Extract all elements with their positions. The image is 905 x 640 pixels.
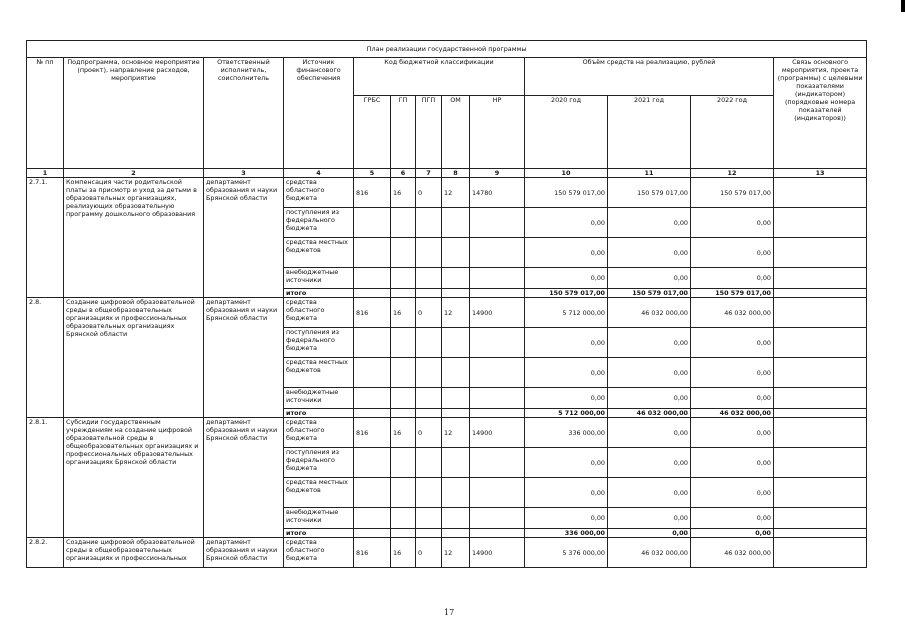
budget-code-pgp: 0 (416, 178, 442, 208)
budget-code-om: 12 (442, 418, 470, 448)
empty-cell (391, 388, 416, 409)
header-gp: ГП (391, 96, 416, 169)
amount-cell: 0,00 (691, 268, 774, 289)
activity-number: 2.8.2. (27, 538, 64, 568)
amount-cell: 46 032 000,00 (691, 538, 774, 568)
amount-cell: 0,00 (525, 328, 608, 358)
table-row (27, 538, 867, 568)
empty-cell (354, 529, 391, 538)
total-amount-cell: 150 579 017,00 (608, 289, 691, 298)
budget-code-pgp: 0 (416, 418, 442, 448)
total-amount-cell: 5 712 000,00 (525, 409, 608, 418)
funding-source: средства местных бюджетов (284, 358, 354, 388)
column-number: 10 (525, 169, 608, 178)
amount-cell: 0,00 (691, 448, 774, 478)
empty-cell (354, 328, 391, 358)
header-amount: Объём средств на реализацию, рублей (525, 58, 774, 96)
empty-cell (442, 358, 470, 388)
amount-cell: 0,00 (525, 448, 608, 478)
amount-cell: 336 000,00 (525, 418, 608, 448)
indicator-cell (774, 529, 867, 538)
funding-source: внебюджетные источники (284, 268, 354, 289)
activity-executor: департамент образования и науки Брянской области (204, 178, 284, 298)
column-number: 4 (284, 169, 354, 178)
amount-cell: 46 032 000,00 (608, 538, 691, 568)
empty-cell (416, 388, 442, 409)
amount-cell: 0,00 (608, 328, 691, 358)
header-pgp: ПГП (416, 96, 442, 169)
amount-cell: 0,00 (691, 508, 774, 529)
funding-source: средства местных бюджетов (284, 238, 354, 268)
amount-cell: 0,00 (691, 418, 774, 448)
budget-code-grbs: 816 (354, 298, 391, 328)
header-year-2021: 2021 год (608, 96, 691, 169)
header-indicator-link: Связь основного мероприятия, проекта (программы) с целевыми показателями (индикатором) (порядковые номера показателей (индикаторов)) (774, 58, 867, 169)
header-np: НР (470, 96, 525, 169)
column-number: 8 (442, 169, 470, 178)
budget-code-gp: 16 (391, 178, 416, 208)
amount-cell: 0,00 (608, 448, 691, 478)
amount-cell: 0,00 (525, 478, 608, 508)
budget-code-pgp: 0 (416, 298, 442, 328)
indicator-cell (774, 208, 867, 238)
amount-cell: 46 032 000,00 (608, 298, 691, 328)
funding-source: внебюджетные источники (284, 508, 354, 529)
amount-cell: 0,00 (608, 478, 691, 508)
total-amount-cell: 0,00 (608, 529, 691, 538)
amount-cell: 0,00 (691, 208, 774, 238)
empty-cell (416, 208, 442, 238)
header-year-2020: 2020 год (525, 96, 608, 169)
empty-cell (354, 388, 391, 409)
amount-cell: 0,00 (608, 418, 691, 448)
empty-cell (470, 508, 525, 529)
empty-cell (442, 388, 470, 409)
column-number: 1 (27, 169, 64, 178)
indicator-cell (774, 448, 867, 478)
amount-cell: 0,00 (525, 358, 608, 388)
column-number: 3 (204, 169, 284, 178)
empty-cell (354, 208, 391, 238)
empty-cell (416, 508, 442, 529)
empty-cell (416, 409, 442, 418)
table-row (27, 178, 867, 208)
funding-source-total: итого (284, 289, 354, 298)
activity-name: Субсидии государственным учреждениям на создание цифровой образовательной среды в общеобразовательных организациях и профессиональных образовательных организациях Брянской области (64, 418, 204, 538)
total-amount-cell: 150 579 017,00 (691, 289, 774, 298)
activity-number: 2.8.1. (27, 418, 64, 538)
indicator-cell (774, 328, 867, 358)
indicator-cell (774, 238, 867, 268)
amount-cell: 5 712 000,00 (525, 298, 608, 328)
empty-cell (442, 238, 470, 268)
empty-cell (391, 448, 416, 478)
funding-source: средства областного бюджета (284, 178, 354, 208)
empty-cell (391, 508, 416, 529)
budget-code-np: 14900 (470, 298, 525, 328)
header-budget-code: Код бюджетной классификации (354, 58, 525, 96)
column-number: 11 (608, 169, 691, 178)
indicator-cell (774, 358, 867, 388)
amount-cell: 0,00 (608, 508, 691, 529)
empty-cell (442, 508, 470, 529)
amount-cell: 0,00 (525, 268, 608, 289)
empty-cell (416, 478, 442, 508)
empty-cell (416, 289, 442, 298)
empty-cell (416, 529, 442, 538)
amount-cell: 0,00 (608, 268, 691, 289)
indicator-cell (774, 298, 867, 328)
column-number: 2 (64, 169, 204, 178)
empty-cell (391, 268, 416, 289)
budget-code-om: 12 (442, 178, 470, 208)
indicator-cell (774, 268, 867, 289)
budget-code-gp: 16 (391, 418, 416, 448)
amount-cell: 5 376 000,00 (525, 538, 608, 568)
column-number: 9 (470, 169, 525, 178)
amount-cell: 0,00 (691, 238, 774, 268)
empty-cell (470, 289, 525, 298)
header-executor: Ответственный исполнитель, соисполнитель (204, 58, 284, 169)
program-plan-table (26, 40, 867, 568)
amount-cell: 150 579 017,00 (525, 178, 608, 208)
column-number: 7 (416, 169, 442, 178)
empty-cell (416, 268, 442, 289)
empty-cell (354, 478, 391, 508)
budget-code-np: 14900 (470, 538, 525, 568)
empty-cell (416, 358, 442, 388)
empty-cell (391, 358, 416, 388)
scan-edge-mark (901, 0, 905, 12)
header-number: № пп (27, 58, 64, 169)
empty-cell (442, 409, 470, 418)
amount-cell: 0,00 (691, 388, 774, 409)
indicator-cell (774, 289, 867, 298)
empty-cell (391, 238, 416, 268)
amount-cell: 0,00 (525, 238, 608, 268)
empty-cell (354, 238, 391, 268)
funding-source: поступления из федерального бюджета (284, 448, 354, 478)
empty-cell (391, 208, 416, 238)
column-number: 6 (391, 169, 416, 178)
empty-cell (442, 448, 470, 478)
amount-cell: 0,00 (608, 358, 691, 388)
empty-cell (354, 409, 391, 418)
empty-cell (416, 238, 442, 268)
amount-cell: 0,00 (691, 328, 774, 358)
empty-cell (416, 328, 442, 358)
amount-cell: 46 032 000,00 (691, 298, 774, 328)
amount-cell: 0,00 (525, 208, 608, 238)
budget-code-grbs: 816 (354, 538, 391, 568)
activity-number: 2.8. (27, 298, 64, 418)
empty-cell (354, 289, 391, 298)
empty-cell (391, 328, 416, 358)
amount-cell: 0,00 (608, 208, 691, 238)
funding-source: средства областного бюджета (284, 538, 354, 568)
indicator-cell (774, 418, 867, 448)
budget-code-om: 12 (442, 538, 470, 568)
empty-cell (470, 268, 525, 289)
header-grbs: ГРБС (354, 96, 391, 169)
empty-cell (442, 208, 470, 238)
budget-code-grbs: 816 (354, 178, 391, 208)
indicator-cell (774, 388, 867, 409)
empty-cell (391, 478, 416, 508)
total-amount-cell: 150 579 017,00 (525, 289, 608, 298)
empty-cell (470, 448, 525, 478)
amount-cell: 0,00 (608, 238, 691, 268)
empty-cell (442, 289, 470, 298)
empty-cell (470, 238, 525, 268)
activity-executor: департамент образования и науки Брянской области (204, 298, 284, 418)
funding-source: поступления из федерального бюджета (284, 208, 354, 238)
total-amount-cell: 46 032 000,00 (608, 409, 691, 418)
header-om: ОМ (442, 96, 470, 169)
empty-cell (470, 478, 525, 508)
amount-cell: 0,00 (691, 478, 774, 508)
empty-cell (470, 208, 525, 238)
empty-cell (442, 478, 470, 508)
empty-cell (354, 508, 391, 529)
empty-cell (354, 448, 391, 478)
page-number: 17 (444, 608, 455, 617)
activity-name: Создание цифровой образовательной среды в общеобразовательных организациях и профессиональных (64, 538, 204, 568)
empty-cell (416, 448, 442, 478)
indicator-cell (774, 538, 867, 568)
budget-code-np: 14780 (470, 178, 525, 208)
budget-code-np: 14900 (470, 418, 525, 448)
indicator-cell (774, 409, 867, 418)
indicator-cell (774, 508, 867, 529)
activity-name: Компенсация части родительской платы за присмотр и уход за детьми в образовательных организациях, реализующих образовательную программу дошкольного образования (64, 178, 204, 298)
table-row (27, 298, 867, 328)
indicator-cell (774, 478, 867, 508)
empty-cell (391, 409, 416, 418)
header-activity: Подпрограмма, основное мероприятие (проект), направление расходов, мероприятие (64, 58, 204, 169)
funding-source: средства областного бюджета (284, 418, 354, 448)
budget-code-om: 12 (442, 298, 470, 328)
activity-executor: департамент образования и науки Брянской области (204, 418, 284, 538)
empty-cell (442, 328, 470, 358)
funding-source-total: итого (284, 409, 354, 418)
activity-number: 2.7.1. (27, 178, 64, 298)
amount-cell: 150 579 017,00 (608, 178, 691, 208)
empty-cell (442, 268, 470, 289)
table-title: План реализации государственной программы (27, 41, 867, 58)
empty-cell (354, 358, 391, 388)
empty-cell (470, 409, 525, 418)
amount-cell: 150 579 017,00 (691, 178, 774, 208)
header-source: Источник финансового обеспечения (284, 58, 354, 169)
funding-source: внебюджетные источники (284, 388, 354, 409)
amount-cell: 0,00 (525, 388, 608, 409)
empty-cell (442, 529, 470, 538)
budget-code-gp: 16 (391, 298, 416, 328)
header-year-2022: 2022 год (691, 96, 774, 169)
column-number: 5 (354, 169, 391, 178)
activity-executor: департамент образования и науки Брянской области (204, 538, 284, 568)
total-amount-cell: 0,00 (691, 529, 774, 538)
empty-cell (354, 268, 391, 289)
activity-name: Создание цифровой образовательной среды в общеобразовательных организациях и профессиональных образовательных организациях Брянской области (64, 298, 204, 418)
empty-cell (470, 358, 525, 388)
indicator-cell (774, 178, 867, 208)
total-amount-cell: 46 032 000,00 (691, 409, 774, 418)
amount-cell: 0,00 (691, 358, 774, 388)
column-number: 12 (691, 169, 774, 178)
funding-source: средства местных бюджетов (284, 478, 354, 508)
column-number: 13 (774, 169, 867, 178)
empty-cell (470, 388, 525, 409)
budget-code-pgp: 0 (416, 538, 442, 568)
empty-cell (470, 328, 525, 358)
funding-source: средства областного бюджета (284, 298, 354, 328)
empty-cell (391, 529, 416, 538)
empty-cell (470, 529, 525, 538)
empty-cell (391, 289, 416, 298)
amount-cell: 0,00 (525, 508, 608, 529)
budget-code-grbs: 816 (354, 418, 391, 448)
funding-source: поступления из федерального бюджета (284, 328, 354, 358)
funding-source-total: итого (284, 529, 354, 538)
budget-code-gp: 16 (391, 538, 416, 568)
table-row (27, 418, 867, 448)
amount-cell: 0,00 (608, 388, 691, 409)
total-amount-cell: 336 000,00 (525, 529, 608, 538)
